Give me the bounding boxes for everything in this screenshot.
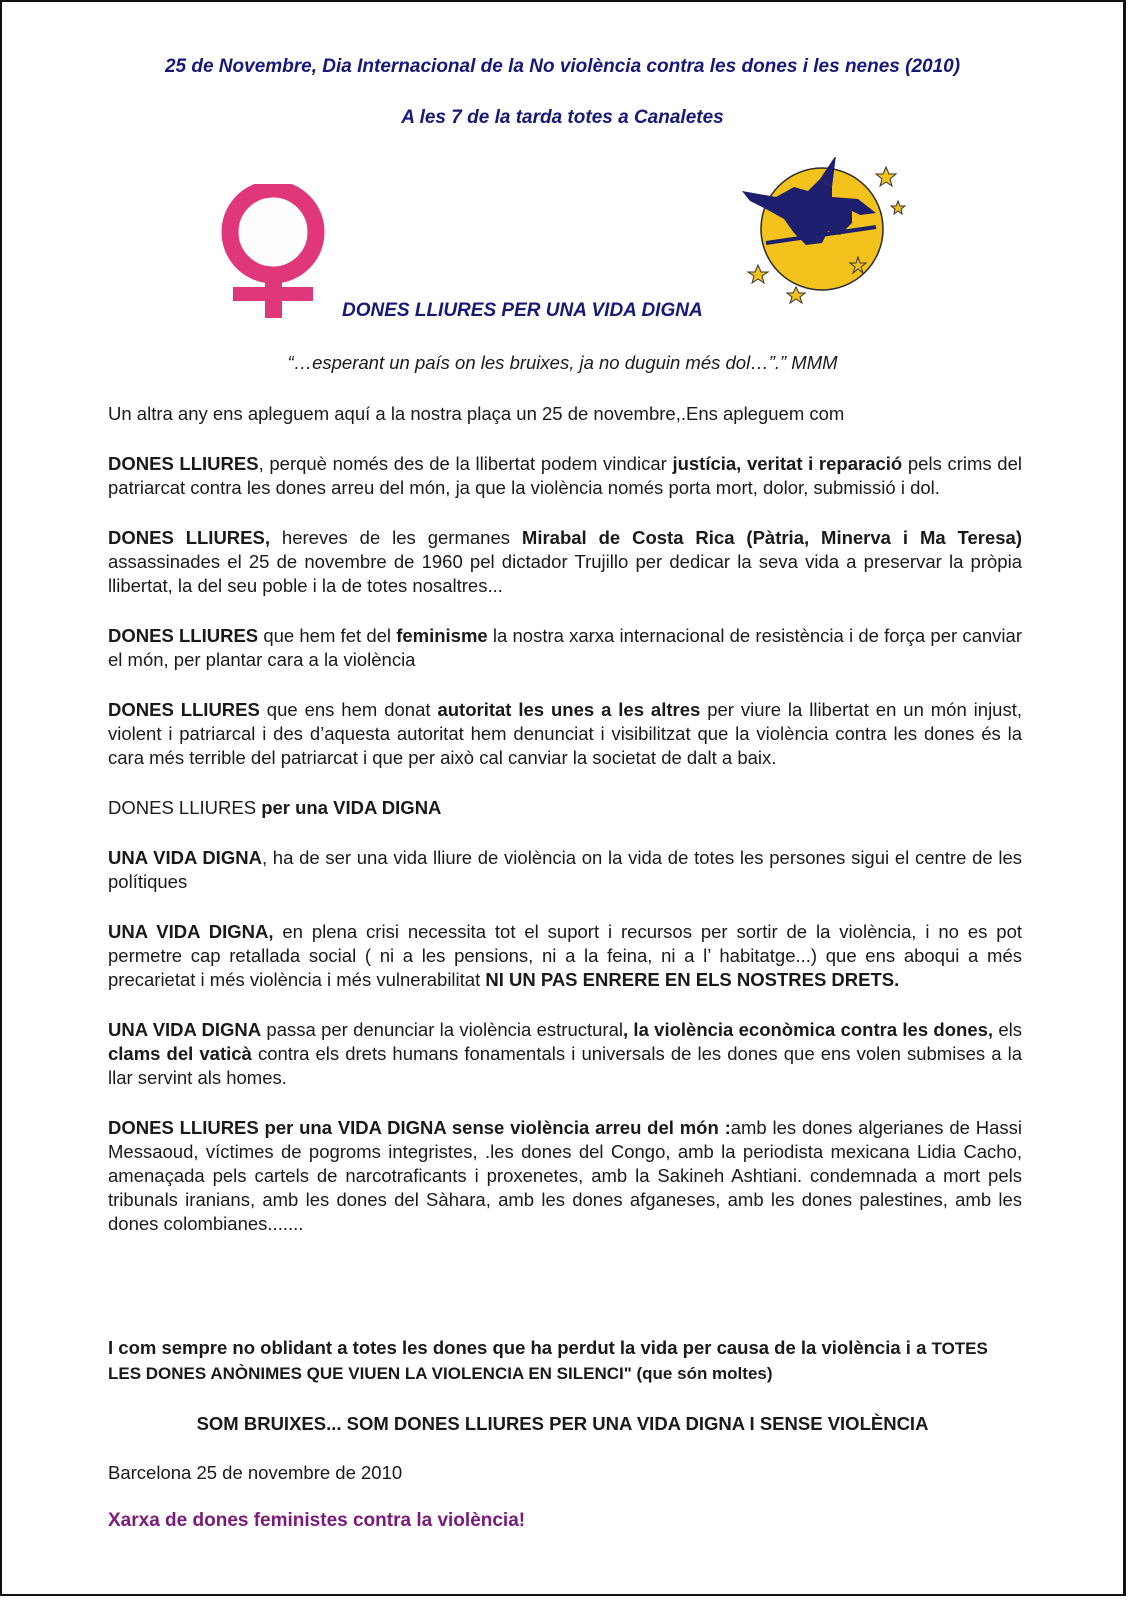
place-date: Barcelona 25 de novembre de 2010 [108,1462,403,1483]
paragraph-9 [108,1116,1022,1236]
intro-text: Un altra any ens apleguem aquí a la nostra plaça un 25 de novembre,.Ens apleguem com [108,403,845,424]
p3-lead: DONES LLIURES [108,625,259,646]
p8-text-3: contra els drets humans fonamentals i universals de les dones que ens volen submises a la llar servint als homes. [108,1043,1022,1088]
motto: SOM BRUIXES... SOM DONES LLIURES PER UNA VIDA DIGNA I SENSE VIOLÈNCIA [196,1413,929,1434]
header-title: 25 de Novembre, Dia Internacional de la No violència contra les dones i les nenes (2010) [164,56,961,77]
p6-lead: UNA VIDA DIGNA [108,847,262,868]
paragraph-7 [108,920,1022,992]
paragraph-1 [108,452,1022,500]
p2-emphasis: Mirabal de Costa Rica (Pàtria, Minerva i Ma Teresa) [521,527,1022,548]
p4-emphasis: autoritat les unes a les altres [437,699,701,720]
p2-text-2: assassinades el 25 de novembre de 1960 pel dictador Trujillo per dedicar la seva vida a preservar la pròpia llibertat, la del seu poble i la de totes nosaltres... [108,551,1022,596]
intro-paragraph [108,402,1022,426]
manifesto-body [108,402,1022,1262]
p2-text-1: hereves de les germanes [270,527,522,548]
p9-text: amb les dones algerianes de Hassi Messaoud, víctimes de pogroms integristes, .les dones del Congo, amb la periodista mexicana Lidia Cacho, amenaçada pels cartels de narcotraficants i proxenetes, amb la Sakineh Ashtiani. condemnada a mort pels tribunals iranians, amb les dones del Sàhara, amb les dones afganeses, amb les dones palestines, amb les dones colombianes....... [108,1117,1022,1234]
slogan-heading: DONES LLIURES PER UNA VIDA DIGNA [342,300,703,321]
p8-emphasis-1: , la violència econòmica contra les dones, [623,1019,994,1040]
p6-text: , ha de ser una vida lliure de violència on la vida de totes les persones sigui el centre de les polítiques [108,847,1023,892]
paragraph-8 [108,1018,1022,1090]
closing-statement [108,1336,1022,1386]
closing-line-2: TOTES LES DONES ANÒNIMES QUE VIUEN LA VIOLENCIA EN SILENCI" (que són moltes) [108,1339,988,1383]
p3-text-1: que hem fet del [258,625,397,646]
p1-text-1: , perquè només des de la llibertat podem vindicar [258,453,673,474]
p7-text: en plena crisi necessita tot el suport i recursos per sortir de la violència, i no es pot permetre cap retallada social ( ni a les pensions, ni a la feina, ni a l’ habitatge...) que ens aboqui a més precarietat i més violència i més vulnerabilitat [108,921,1023,990]
p5-emphasis: per una VIDA DIGNA [261,797,442,818]
p4-lead: DONES LLIURES [108,699,260,720]
closing-line-1: I com sempre no oblidant a totes les dones que ha perdut la vida per causa de la violència i a [108,1337,932,1358]
p8-text-1: passa per denunciar la violència estructural [261,1019,623,1040]
p4-text-2: per viure la llibertat en un món injust, violent i patriarcal i des d’aquesta autoritat hem denunciat i visibilitzat que la violència contra les dones és la cara més terrible del patriarcat i que per això cal canviar la societat de dalt a baix. [108,699,1023,768]
p1-emphasis: justícia, veritat i reparació [672,453,903,474]
header-subtitle: A les 7 de la tarda totes a Canaletes [401,107,724,128]
p8-emphasis-2: clams del vaticà [108,1043,252,1064]
p8-lead: UNA VIDA DIGNA [108,1019,262,1040]
paragraph-3 [108,624,1022,672]
witch-on-moon-icon [736,157,912,317]
p7-emphasis: NI UN PAS ENRERE EN ELS NOSTRES DRETS. [485,969,900,990]
p3-emphasis: feminisme [396,625,488,646]
paragraph-5 [108,796,1022,820]
paragraph-6 [108,846,1022,894]
organization-signature: Xarxa de dones feministes contra la violència! [108,1510,526,1531]
paragraph-4 [108,698,1022,770]
p7-lead: UNA VIDA DIGNA, [108,921,274,942]
p3-text-2: la nostra xarxa internacional de resistència i de força per canviar el món, per plantar cara a la violència [108,625,1022,670]
venus-symbol-icon [214,184,344,324]
p5-text: DONES LLIURES [108,797,262,818]
quote: “…esperant un país on les bruixes, ja no duguin més dol…”.” MMM [287,352,838,373]
p2-lead: DONES LLIURES, [108,527,270,548]
p8-text-2: els [993,1019,1022,1040]
p1-text-2: pels crims del patriarcat contra les dones arreu del món, ja que la violència només porta mort, dolor, submissió i dol. [108,453,1022,498]
paragraph-2 [108,526,1022,598]
p1-lead: DONES LLIURES [108,453,259,474]
p9-lead: DONES LLIURES per una VIDA DIGNA sense violència arreu del món : [108,1117,731,1138]
p4-text-1: que ens hem donat [259,699,438,720]
